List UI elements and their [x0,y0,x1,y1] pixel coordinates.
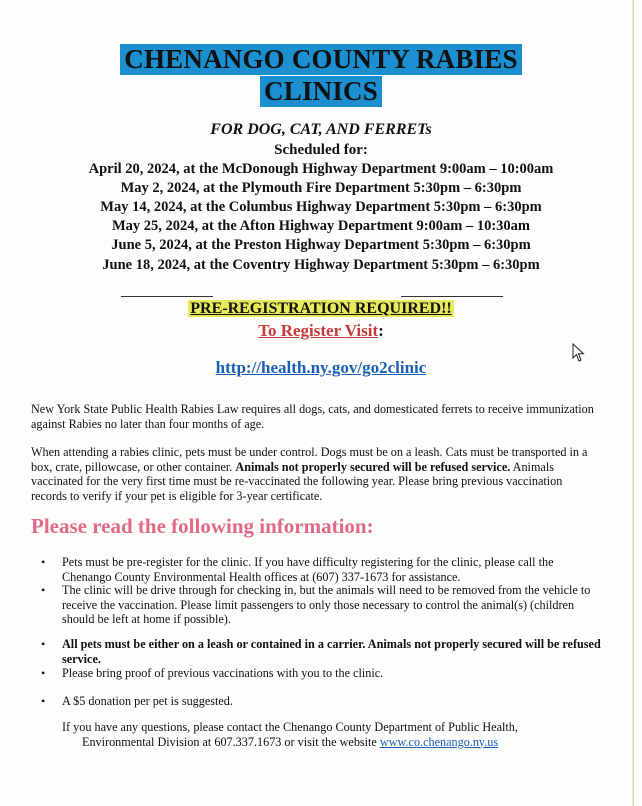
schedule-line: May 14, 2024, at the Columbus Highway Department 5:30pm – 6:30pm [100,199,542,215]
attending-text-b: Animals vaccinated for the very first time must be re-vaccinated the following year. Please bring previous vaccination records to verify if your pet is eligible for 3-year certificate. [31,459,563,503]
attending-text-a: When attending a rabies clinic, pets must be under control. Dogs must be on a leash. Cats must be transported in a box, crate, pillowcase, or other container. [31,445,588,474]
schedule-line: June 18, 2024, at the Coventry Highway Department 5:30pm – 6:30pm [102,257,540,273]
preregistration-text: PRE-REGISTRATION REQUIRED!! [190,300,452,317]
attending-warning: Animals not properly secured will be refused service. [235,459,511,474]
county-website-link[interactable]: www.co.chenango.ny.us [379,734,499,749]
register-colon: : [378,321,384,340]
schedule-line: June 5, 2024, at the Preston Highway Department 5:30pm – 6:30pm [111,237,531,253]
bullet-icon: • [41,555,46,569]
attending-paragraph [31,445,597,503]
register-visit-label: To Register Visit [258,321,379,340]
contact-paragraph [62,720,602,749]
bullet-icon: • [41,694,46,708]
list-item: Pets must be pre-register for the clinic. If you have difficulty registering for the clinic, please call the Chenango County Environmental Health offices at (607) 337-1673 for assistance. [62,555,554,584]
title-line-2-wrap [0,76,642,107]
list-item: A $5 donation per pet is suggested. [62,694,233,708]
bullet-icon: • [41,666,46,680]
title-line-1-wrap [0,44,642,75]
list-item: All pets must be either on a leash or contained in a carrier. Animals not properly secured will be refused service. [62,637,601,666]
contact-line-2: Environmental Division at 607.337.1673 or visit the website [82,734,377,749]
divider-left [121,296,213,297]
schedule-line: April 20, 2024, at the McDonough Highway Department 9:00am – 10:00am [88,161,554,177]
scheduled-label: Scheduled for: [274,142,368,158]
schedule-line: May 25, 2024, at the Afton Highway Department 9:00am – 10:30am [111,218,531,234]
contact-line-2-wrap [62,735,602,750]
mouse-cursor-icon [572,343,586,363]
list-item: Please bring proof of previous vaccinations with you to the clinic. [62,666,384,680]
page-title-line-1: CHENANGO COUNTY RABIES [120,44,521,75]
schedule-line: May 2, 2024, at the Plymouth Fire Department 5:30pm – 6:30pm [120,180,522,196]
bullet-icon: • [41,583,46,597]
contact-line-1: If you have any questions, please contact the Chenango County Department of Public Health, [62,720,518,734]
page-title-line-2: CLINICS [260,76,382,107]
registration-link[interactable]: http://health.ny.gov/go2clinic [215,358,427,377]
preregistration-banner [0,300,642,318]
bullet-icon: • [41,637,46,651]
subtitle: FOR DOG, CAT, AND FERRETs [210,121,432,138]
rabies-law-paragraph: New York State Public Health Rabies Law requires all dogs, cats, and domesticated ferrets to receive immunization against Rabies no later than four months of age. [31,402,594,431]
divider-right [401,296,503,297]
read-info-heading: Please read the following information: [31,514,374,538]
list-item: The clinic will be drive through for checking in, but the animals will need to be removed from the vehicle to receive the vaccination. Please limit passengers to only those necessary to control the animal(s) (children should be left at home if possible). [62,583,591,626]
register-visit-line [0,321,642,341]
